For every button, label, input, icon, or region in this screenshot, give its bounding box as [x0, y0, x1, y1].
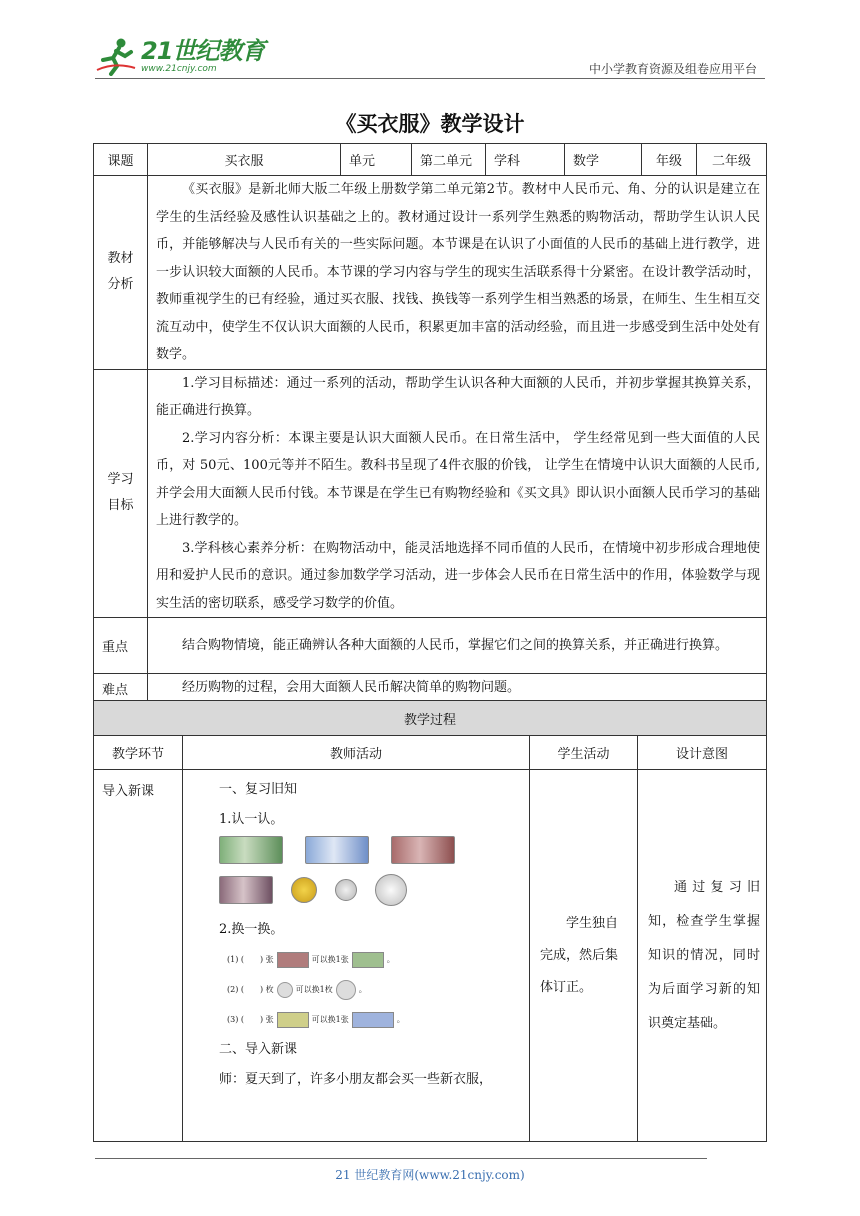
- process-bar: 教学过程: [94, 701, 767, 736]
- banknote-image: [391, 836, 455, 864]
- banknote-image: [352, 1012, 394, 1028]
- exchange-exercise-2: [227, 980, 521, 1000]
- ex-end: 。: [386, 955, 395, 964]
- goal-item: 1.学习目标描述：通过一系列的活动，帮助学生认识各种大面额的人民币，并初步掌握其换算关系，能正确进行换算。: [156, 375, 760, 418]
- ex-unit: ) 枚: [260, 985, 274, 994]
- coin-image: [291, 877, 317, 903]
- lesson-info-table: [93, 143, 767, 703]
- coin-row: [219, 880, 521, 910]
- difficulty-text: 经历购物的过程，会用大面额人民币解决简单的购物问题。: [148, 674, 767, 703]
- difficulty-label: 难点: [94, 674, 148, 703]
- ex-unit: ) 张: [260, 955, 274, 964]
- analysis-row: [94, 176, 767, 370]
- header-divider: [95, 78, 765, 79]
- coin-image: [277, 982, 293, 998]
- teacher-cell: [183, 770, 530, 1142]
- stage-cell: 导入新课: [94, 770, 183, 1142]
- difficulty-row: [94, 674, 767, 703]
- banknote-row: [219, 840, 521, 870]
- goals-row: [94, 369, 767, 618]
- review-heading: 一、复习旧知: [219, 782, 298, 797]
- subject-value: 数学: [565, 144, 642, 176]
- intro-heading: 二、导入新课: [219, 1042, 298, 1057]
- ex-text: 可以换1张: [311, 955, 349, 964]
- exchange-task: 2.换一换。: [219, 922, 284, 937]
- ex-label: (2) (: [227, 985, 244, 994]
- grade-value: 二年级: [697, 144, 767, 176]
- process-header-row: [94, 736, 767, 770]
- recognize-task: 1.认一认。: [219, 812, 284, 827]
- unit-label: 单元: [341, 144, 412, 176]
- ex-label: (3) (: [227, 1015, 244, 1024]
- banknote-image: [305, 836, 369, 864]
- banknote-image: [219, 836, 283, 864]
- goals-label: 学习目标: [94, 369, 148, 618]
- analysis-label: 教材分析: [94, 176, 148, 370]
- info-row: [94, 144, 767, 176]
- topic-label: 课题: [94, 144, 148, 176]
- header-student: 学生活动: [530, 736, 638, 770]
- key-point-row: [94, 618, 767, 674]
- banknote-image: [277, 952, 309, 968]
- header-intent: 设计意图: [638, 736, 767, 770]
- student-text: 学生独自完成，然后集体订正。: [540, 915, 619, 995]
- topic-value: 买衣服: [148, 144, 341, 176]
- process-table: [93, 700, 767, 1142]
- student-cell: [530, 770, 638, 1142]
- analysis-text: 《买衣服》是新北师大版二年级上册数学第二单元第2节。教材中人民币元、角、分的认识是建立在学生的生活经验及感性认识基础之上的。教材通过设计一系列学生熟悉的购物活动，帮助学生认识人民币，并能够解决与人民币有关的一些实际问题。本节课是在认识了小面值的人民币的基础上进行教学，进一步认识较大面额的人民币。本节课的学习内容与学生的现实生活联系得十分紧密。在设计教学活动时，教师重视学生的已有经验，通过买衣服、找钱、换钱等一系列学生相当熟悉的场景，在师生、生生相互交流互动中，使学生不仅认识大面额的人民币，积累更加丰富的活动经验，而且进一步感受到生活中处处有数学。: [148, 176, 767, 370]
- ex-text: 可以换1张: [311, 1015, 349, 1024]
- banknote-image: [352, 952, 384, 968]
- coin-image: [336, 980, 356, 1000]
- process-bar-row: [94, 701, 767, 736]
- document-title: 《买衣服》教学设计: [335, 112, 525, 136]
- coin-image: [335, 879, 357, 901]
- ex-label: (1) (: [227, 955, 244, 964]
- page-header: [95, 30, 765, 80]
- platform-name: 中小学教育资源及组卷应用平台: [588, 62, 757, 76]
- ex-unit: ) 张: [260, 1015, 274, 1024]
- key-point-label: 重点: [94, 618, 148, 674]
- intro-row: [94, 770, 767, 1142]
- intent-cell: 通过复习旧知，检查学生掌握知识的情况，同时为后面学习新的知识奠定基础。: [638, 770, 767, 1142]
- teacher-line: 师：夏天到了，许多小朋友都会买一些新衣服，: [219, 1072, 493, 1087]
- coin-image: [375, 874, 407, 906]
- goal-item: 3.学科核心素养分析：在购物活动中，能灵活地选择不同币值的人民币，在情境中初步形成合理地使用和爱护人民币的意识。通过参加数学学习活动，进一步体会人民币在日常生活中的作用，体验数学与现实生活的密切联系，感受学习数学的价值。: [156, 540, 760, 611]
- logo-title: 21世纪教育: [141, 37, 265, 65]
- header-stage: 教学环节: [94, 736, 183, 770]
- logo-url: www.21cnjy.com: [141, 64, 217, 74]
- footer-divider: [95, 1158, 707, 1159]
- runner-logo-icon: [95, 36, 139, 76]
- subject-label: 学科: [486, 144, 565, 176]
- ex-text: 可以换1枚: [295, 985, 333, 994]
- goal-item: 2.学习内容分析：本课主要是认识大面额人民币。在日常生活中， 学生经常见到一些大面值的人民币，对 50元、100元等并不陌生。教科书呈现了4件衣服的价钱， 让学生在情境中认识大面额的人民币,并学会用大面额人民币付钱。本节课是在学生已有购物经验和《买文具》即认识小面额人民币学习的基础上进行教学的。: [156, 430, 760, 528]
- banknote-image: [219, 876, 273, 904]
- exchange-exercise-3: [227, 1010, 521, 1030]
- ex-end: 。: [358, 985, 367, 994]
- banknote-image: [277, 1012, 309, 1028]
- header-teacher: 教师活动: [183, 736, 530, 770]
- ex-end: 。: [396, 1015, 405, 1024]
- logo: [95, 36, 264, 76]
- footer-text: 21 世纪教育网(www.21cnjy.com): [335, 1168, 525, 1182]
- key-point-text: 结合购物情境，能正确辨认各种大面额的人民币，掌握它们之间的换算关系，并正确进行换算。: [148, 618, 767, 674]
- grade-label: 年级: [642, 144, 697, 176]
- unit-value: 第二单元: [412, 144, 486, 176]
- exchange-exercise-1: [227, 950, 521, 970]
